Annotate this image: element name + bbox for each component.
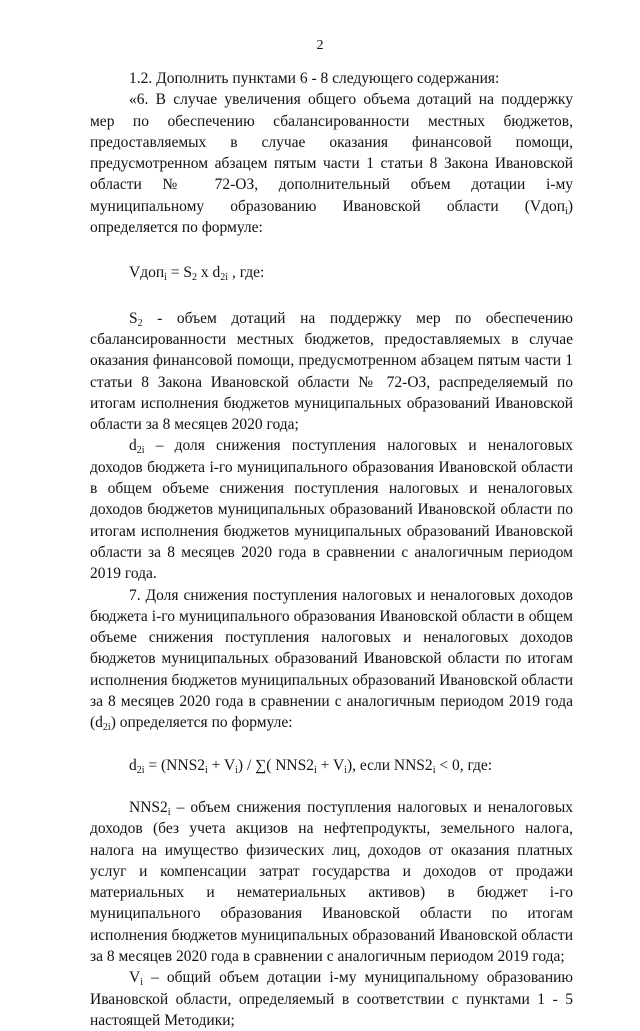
formula-d2i: $d_{2i} = (NNS2_i + V_i)$ / ∑( $NNS2_i + V_i$), если $NNS2_i < 0$, где:: [129, 756, 493, 776]
definition-s2: $S_2$ - объем дотаций на поддержку мер по обеспечению сбалансированности местных бюджетов, предоставляемых в случае оказания финансовой помощи, предусмотренном абзацем пятым части 1 статьи 8 Закона Ивановской области № 72-ОЗ, распределяемый по итогам исполнения бюджетов муниципальных образований Ивановской области за 8 месяцев 2020 года;: [90, 309, 573, 434]
amendment-heading: 1.2. Дополнить пунктами 6 - 8 следующего содержания:: [129, 70, 500, 87]
document-body: [90, 68, 573, 1031]
definition-d2i: $d_{2i}$ – доля снижения поступления налоговых и неналоговых доходов бюджета i-го муниципального образования Ивановской области в общем объеме снижения поступления налоговых и неналоговых доходов бюджетов муниципальных образований Ивановской области по итогам исполнения бюджетов муниципальных образований Ивановской области за 8 месяцев 2020 года в сравнении с аналогичным периодом 2019 года.: [90, 437, 573, 583]
paragraph-6-intro: «6. В случае увеличения общего объема дотаций на поддержку мер по обеспечению сбалансированности местных бюджетов, предоставляемых в случае оказания финансовой помощи, предусмотренном абзацем пятым части 1 статьи 8 Закона Ивановской области № 72-ОЗ, дополнительный объем дотации i-му муниципальному образованию Ивановской области (Vдоп$_i$) определяется по формуле:: [90, 91, 573, 237]
definition-nns2i: $NNS2_i$ – объем снижения поступления налоговых и неналоговых доходов (без учета акцизов на нефтепродукты, земельного налога, налога на имущество физических лиц, доходов от оказания платных услуг и компенсации затрат государства и доходов от продажи материальных и нематериальных активов) в бюджет i-го муниципального образования Ивановской области по итогам исполнения бюджетов муниципальных образований Ивановской области за 8 месяцев 2020 года в сравнении с аналогичным периодом 2019 года;: [90, 798, 573, 965]
formula-vdop: Vдоп$_i$ = $S_2$ x $d_{2i}$ , где:: [129, 264, 265, 284]
page-number: 2: [316, 38, 324, 53]
paragraph-7: 7. Доля снижения поступления налоговых и неналоговых доходов бюджета i-го муниципального образования Ивановской области в общем объеме снижения поступления налоговых и неналоговых доходов бюджетов муниципальных образований Ивановской области по итогам исполнения бюджетов муниципальных образований Ивановской области за 8 месяцев 2020 года в сравнении с аналогичным периодом 2019 года $(d_{2i})$ определяется по формуле:: [90, 586, 573, 734]
definition-vi: $V_i$ – общий объем дотации i-му муниципальному образованию Ивановской области, определяемый в соответствии с пунктами 1 - 5 настоящей Методики;: [90, 969, 573, 1029]
